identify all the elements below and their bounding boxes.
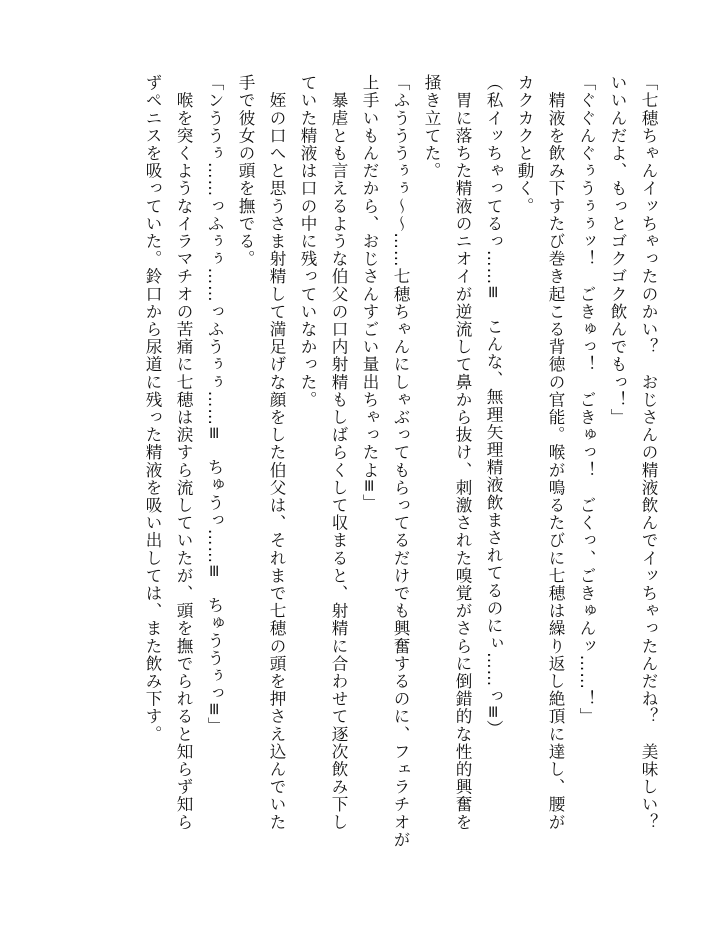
text-line: 「ンううぅ……っふぅぅ……っふうぅぅ……≡ ちゅうっ……≡ ちゅううぅっ≡」 [205, 74, 224, 735]
text-line: 掻き立てた。 [422, 74, 441, 180]
vertical-text-block [137, 74, 664, 874]
text-line: カクカクと動く。 [515, 74, 534, 215]
text-line: 手で彼女の頭を撫でる。 [236, 74, 255, 268]
text-line: 「ぐぐんぐぅうぅぅッ！ ごきゅっ！ ごきゅっ！ ごくっ、ごきゅんッ……！」 [577, 74, 596, 726]
text-line: いいんだよ、もっとゴクゴク飲んでもっ！」 [608, 74, 627, 426]
text-line: 「ふうううぅぅ～～……七穂ちゃんにしゃぶってもらってるだけでも興奮するのに、フェラチオが [391, 74, 410, 849]
text-line: 姪の口へと思うさま射精して満足げな顔をした伯父は、それまで七穂の頭を押さえ込んでいた [267, 74, 286, 831]
text-line: 「七穂ちゃんイッちゃったのかい？ おじさんの精液飲んでイッちゃったんだね？ 美味しい？ [639, 74, 658, 831]
text-line: ていた精液は口の中に残っていなかった。 [298, 74, 317, 409]
text-line: ずペニスを吸っていた。鈴口から尿道に残った精液を吸い出しては、また飲み下す。 [143, 74, 162, 743]
text-line: 精液を飲み下すたび巻き起こる背徳の官能。喉が鳴るたびに七穂は繰り返し絶頂に達し、腰が [546, 74, 565, 831]
text-line: 上手いもんだから、おじさんすごい量出ちゃったよ≡」 [360, 74, 379, 512]
text-line: 暴虐とも言えるような伯父の口内射精もしばらくして収まると、射精に合わせて逐次飲み下し [329, 74, 348, 831]
text-line: （私イッちゃってるっ……≡ こんな、無理矢理精液飲まされてるのにぃ……っ≡） [484, 74, 503, 738]
text-line: 喉を突くようなイラマチオの苦痛に七穂は涙すら流していたが、頭を撫でられると知らず知ら [174, 74, 193, 831]
text-line: 胃に落ちた精液のニオイが逆流して鼻から抜け、刺激された嗅覚がさらに倒錯的な性的興奮を [453, 74, 472, 831]
